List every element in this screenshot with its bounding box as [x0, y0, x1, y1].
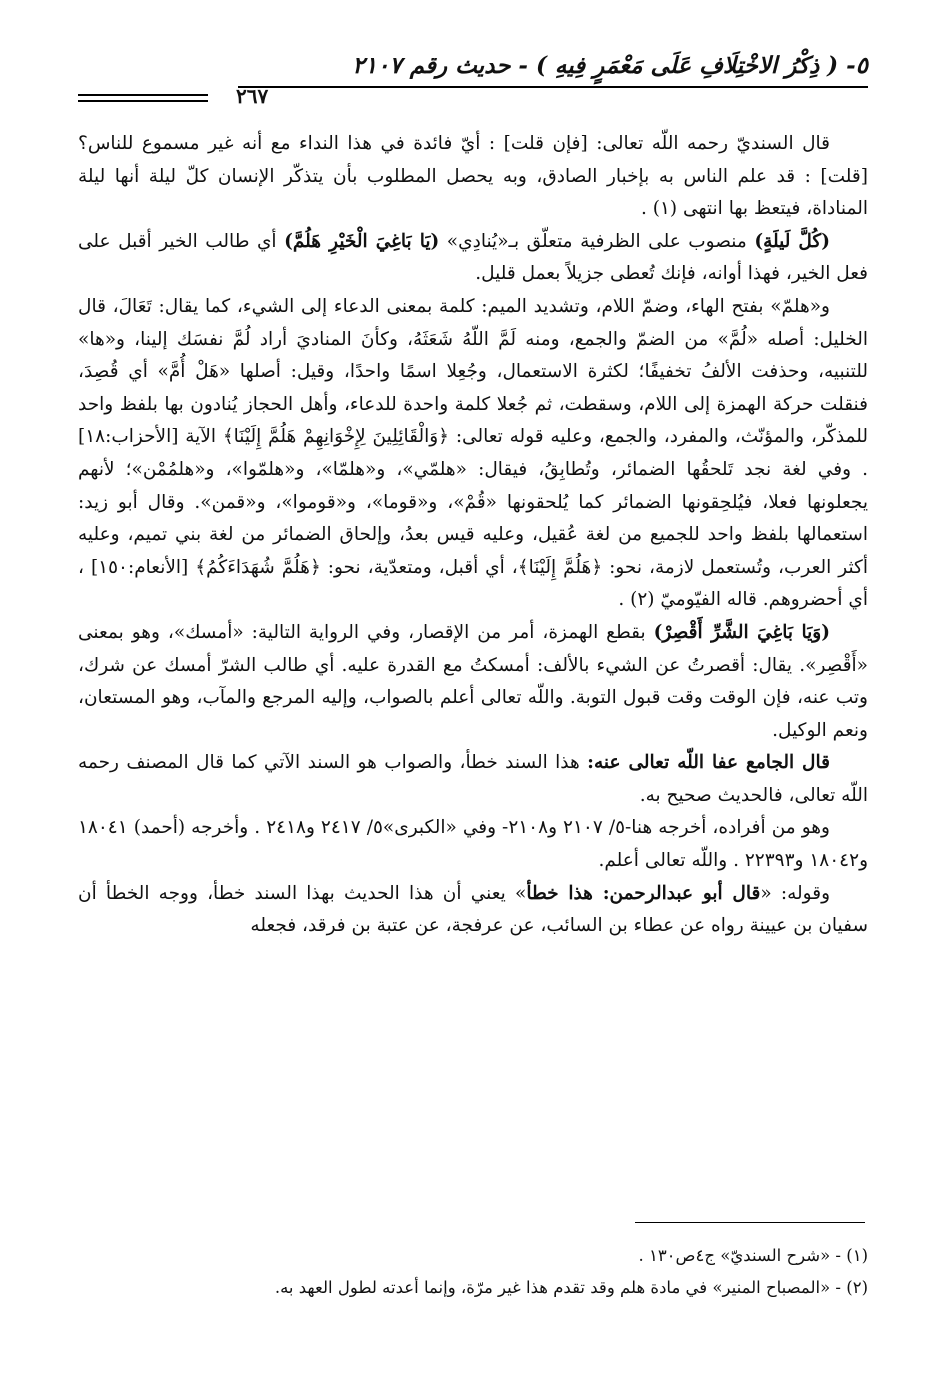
paragraph-text: هذا السند خطأ، والصواب هو السند الآتي كما قال المصنف رحمه اللّه تعالى، فالحديث صحيح به.: [78, 752, 868, 806]
paragraph-text: قال السنديّ رحمه اللّه تعالى: [فإن قلت] : أيّ فائدة في هذا النداء مع أنه غير مسموع للناس؟ [قلت] : قد علم الناس به بإخبار الصادق، وبه يحصل المطلوب بأن يتذكّر الإنسان كلّ ليلة أنها ليلة المناداة، فيتعظ بها انتهى (١) .: [78, 133, 868, 220]
paragraph: [78, 128, 868, 226]
hadith-phrase: (كُلَّ لَيلَةٍ): [754, 230, 830, 252]
footnotes: [78, 1240, 868, 1304]
footnote-rule: [635, 1222, 865, 1223]
main-text: [78, 128, 868, 943]
paragraph-text: أي طالب الخير أقبل على فعل الخير، فهذا أوانه، فإنك تُعطى جزيلاً بعمل قليل.: [78, 230, 868, 285]
paragraph-text: منصوب على الظرفية متعلّق بـ«يُنادِي»: [439, 230, 755, 252]
paragraph: [78, 878, 868, 943]
paragraph: [78, 747, 868, 812]
paragraph-text: بقطع الهمزة، أمر من الإقصار، وفي الرواية التالية: «أمسك»، وهو بمعنى «أَقْصِر». يقال: أقصرتُ عن الشيء بالألف: أمسكتُ مع القدرة عليه. أي طالب الشرّ أمسك عن شرك، وتب عنه، فإن الوقت وقت قبول التوبة. واللّه تعالى أعلم بالصواب، وإليه المرجع والمآب، وهو المستعان، ونعم الوكيل.: [78, 621, 868, 741]
header-rule: [238, 86, 868, 88]
footnote: (٢) - «المصباح المنير» في مادة هلم وقد تقدم هذا غير مرّة، وإنما أعدته لطول العهد به.: [274, 1278, 868, 1297]
paragraph-text: و«هلمّ» بفتح الهاء، وضمّ اللام، وتشديد الميم: كلمة بمعنى الدعاء إلى الشيء، كما يقال: تَعَالَ، قال الخليل: أصله «لُمَّ» من الضمّ والجمع، ومنه لَمَّ اللّهُ شَعَثَهُ، وكأنَ المناديَ أراد لُمَّ نفسَك إلينا، و«ها» للتنبيه، وحذفت الألفُ تخفيفًا؛ لكثرة الاستعمال، وجُعِلا اسمًا واحدًا، وقيل: أصلها «هَلْ أُمَّ» أي قُصِدَ، فنقلت حركة الهمزة إلى اللام، وسقطت، ثم جُعلا كلمة واحدة للدعاء، وأهل الحجاز يُنادون بها بلفظ واحد للمذكّر، والمؤنّث، والمفرد، والجمع، وعليه قوله تعالى: ﴿وَالْقَائِلِينَ لِإِخْوَانِهِمْ هَلُمَّ إِلَيْنَا﴾ الآية [الأحزاب:١٨] . وفي لغة نجد تَلحقُها الضمائر، وتُطابِقُ، فيقال: «هلمّي»، و«هلمّا»، و«هلمّوا»، و«هلمُمْن»؛ لأنهم يجعلونها فعلا، فيُلحِقونها الضمائر كما يُلحقونها «قُمْ»، و«قوما»، و«قوموا»، و«قمن». وقال أبو زيد: استعمالها بلفظ واحد للجميع من لغة عُقيل، وعليه قيس بعدُ، وإلحاق الضمائر من لغة بني تميم، وعليه أكثر العرب، وتُستعمل لازمة، نحو: ﴿هَلُمَّ إِلَيْنَا﴾، أي أقبل، ومتعدّية، نحو: ﴿هَلُمَّ شُهَدَاءَكُمُ﴾ [الأنعام:١٥٠] ، أي أحضروهم. قاله الفيّوميّ (٢) .: [78, 295, 868, 611]
paragraph: [78, 617, 868, 747]
page-number: ٢٦٧: [236, 84, 269, 108]
paragraph: [78, 226, 868, 291]
compiler-remark: قال الجامع عفا اللّه تعالى عنه:: [587, 752, 830, 774]
hadith-phrase: (يَا بَاغِيَ الْخَيْرِ هَلُمَّ): [284, 230, 440, 252]
hadith-phrase: (وَيَا بَاغِيَ الشَّرِّ أَقْصِرْ): [653, 621, 830, 643]
quoted-statement: قال أبو عبدالرحمن: هذا خطأ: [526, 882, 761, 904]
running-title: ٥- ( ذِكْرُ الاخْتِلَافِ عَلَى مَعْمَرٍ فِيهِ ) - حديث رقم ٢١٠٧: [352, 52, 868, 79]
paragraph: [78, 812, 868, 877]
page-number-rule: [78, 94, 208, 96]
paragraph-text: » يعني أن هذا الحديث بهذا السند خطأ، ووجه الخطأ أن سفيان بن عيينة رواه عن عطاء بن السائب، عن عرفجة، عن عتبة بن فرقد، فجعله: [78, 882, 868, 937]
footnote: (١) - «شرح السنديّ» ج٤ص١٣٠ .: [638, 1246, 868, 1265]
paragraph-text: وهو من أفراده، أخرجه هنا-٥/ ٢١٠٧ و٢١٠٨- وفي «الكبرى»٥/ ٢٤١٧ و٢٤١٨ . وأخرجه (أحمد) ١٨٠٤١ و١٨٠٤٢ و٢٢٣٩٣ . واللّه تعالى أعلم.: [78, 817, 868, 872]
paragraph-text: وقوله: «: [760, 882, 831, 904]
page-header: [78, 48, 868, 106]
paragraph: [78, 291, 868, 617]
page-number-rule: [78, 100, 208, 102]
